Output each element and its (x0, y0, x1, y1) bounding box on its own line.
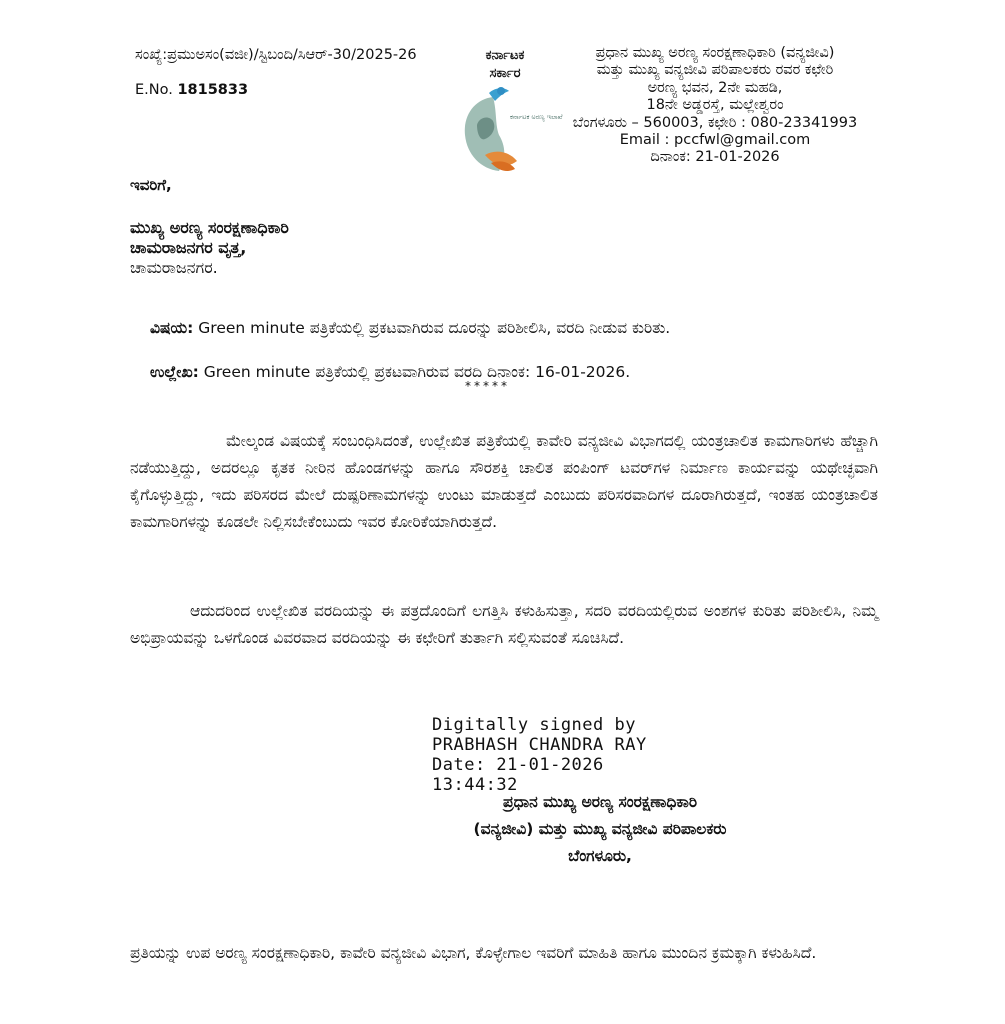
digital-signature (432, 715, 647, 795)
office-line: ಬೆಂಗಳೂರು – 560003, ಕಛೇರಿ : 080-23341993 (572, 114, 858, 131)
digsig-date: Date: 21-01-2026 (432, 755, 604, 775)
govt-line-2: ಸರ್ಕಾರ (489, 66, 521, 81)
office-email: Email : pccfwl@gmail.com (619, 132, 811, 149)
separator-stars: ***** (465, 379, 510, 393)
body-paragraph-1: ಮೇಲ್ಕಂಡ ವಿಷಯಕ್ಕೆ ಸಂಬಂಧಿಸಿದಂತೆ, ಉಲ್ಲೇಖಿತ ಪತ್ರಿಕೆಯಲ್ಲಿ ಕಾವೇರಿ ವನ್ಯಜೀವಿ ವಿಭಾಗದಲ್ಲಿ ಯಂತ್ರಚಾಲಿತ ಕಾಮಗಾರಿಗಳು ಹೆಚ್ಚಾಗಿ ನಡೆಯುತ್ತಿದ್ದು, ಅದರಲ್ಲೂ ಕೃತಕ ನೀರಿನ ಹೊಂಡಗಳನ್ನು ಹಾಗೂ ಸೌರಶಕ್ತಿ ಚಾಲಿತ ಪಂಪಿಂಗ್ ಟವರ್‌ಗಳ ನಿರ್ಮಾಣ ಕಾರ್ಯವನ್ನು ಯಥೇಚ್ಛವಾಗಿ ಕೈಗೊಳ್ಳುತ್ತಿದ್ದು, ಇದು ಪರಿಸರದ ಮೇಲೆ ದುಷ್ಪರಿಣಾಮಗಳನ್ನು ಉಂಟು ಮಾಡುತ್ತದೆ ಎಂಬುದು ಪರಿಸರವಾದಿಗಳ ದೂರಾಗಿರುತ್ತದೆ, ಇಂತಹ ಯಂತ್ರಚಾಲಿತ ಕಾಮಗಾರಿಗಳನ್ನು ಕೂಡಲೇ ನಿಲ್ಲಿಸಬೇಕೆಂಬುದು ಇವರ ಕೋರಿಕೆಯಾಗಿರುತ್ತದೆ. (130, 432, 878, 531)
signatory-line-1: ಪ್ರಧಾನ ಮುಖ್ಯ ಅರಣ್ಯ ಸಂರಕ್ಷಣಾಧಿಕಾರಿ (502, 793, 698, 811)
office-line: ಪ್ರಧಾನ ಮುಖ್ಯ ಅರಣ್ಯ ಸಂರಕ್ಷಣಾಧಿಕಾರಿ (ವನ್ಯಜೀವಿ) (595, 45, 835, 61)
signatory-line-2: (ವನ್ಯಜೀವಿ) ಮತ್ತು ಮುಖ್ಯ ವನ್ಯಜೀವಿ ಪರಿಪಾಲಕರು (473, 820, 727, 838)
subject-line (150, 319, 670, 338)
digsig-time: 13:44:32 (432, 775, 518, 795)
body-paragraph-2: ಆದುದರಿಂದ ಉಲ್ಲೇಖಿತ ವರದಿಯನ್ನು ಈ ಪತ್ರದೊಂದಿಗೆ ಲಗತ್ತಿಸಿ ಕಳುಹಿಸುತ್ತಾ, ಸದರಿ ವರದಿಯಲ್ಲಿರುವ ಅಂಶಗಳ ಕುರಿತು ಪರಿಶೀಲಿಸಿ, ನಿಮ್ಮ ಅಭಿಪ್ರಾಯವನ್ನು ಒಳಗೊಂಡ ವಿವರವಾದ ವರದಿಯನ್ನು ಈ ಕಛೇರಿಗೆ ತುರ್ತಾಗಿ ಸಲ್ಲಿಸುವಂತೆ ಸೂಚಿಸಿದೆ. (130, 602, 878, 647)
signatory-line-3: ಬೆಂಗಳೂರು, (568, 847, 632, 865)
to-label: ಇವರಿಗೆ, (130, 176, 172, 194)
copy-to-paragraph: ಪ್ರತಿಯನ್ನು ಉಪ ಅರಣ್ಯ ಸಂರಕ್ಷಣಾಧಿಕಾರಿ, ಕಾವೇರಿ ವನ್ಯಜೀವಿ ವಿಭಾಗ, ಕೊಳ್ಳೇಗಾಲ ಇವರಿಗೆ ಮಾಹಿತಿ ಹಾಗೂ ಮುಂದಿನ ಕ್ರಮಕ್ಕಾಗಿ ಕಳುಹಿಸಿದೆ. (130, 944, 817, 962)
reference-line (150, 363, 630, 382)
recipient-line-2: ಚಾಮರಾಜನಗರ ವೃತ್ತ, (130, 238, 247, 257)
subject-label: ವಿಷಯ: (150, 319, 194, 337)
office-address (545, 45, 885, 167)
recipient-address (130, 218, 289, 278)
subject-text: Green minute ಪತ್ರಿಕೆಯಲ್ಲಿ ಪ್ರಕಟವಾಗಿರುವ ದೂರನ್ನು ಪರಿಶೀಲಿಸಿ, ವರದಿ ನೀಡುವ ಕುರಿತು. (193, 319, 671, 337)
government-label (465, 47, 545, 83)
reference-text: Green minute ಪತ್ರಿಕೆಯಲ್ಲಿ ಪ್ರಕಟವಾಗಿರುವ ವರದಿ ದಿನಾಂಕ: 16-01-2026. (198, 363, 631, 381)
recipient-line-3: ಚಾಮರಾಜನಗರ. (130, 258, 218, 277)
reference-number: ಸಂಖ್ಯೆ:ಪ್ರಮುಅಸಂ(ವಜೀ)/ಸ್ಟಿಬಂದಿ/ಸಿಆರ್-30/2025-26 (135, 47, 417, 63)
office-line: ಅರಣ್ಯ ಭವನ, 2ನೇ ಮಹಡಿ, (647, 79, 783, 96)
eno-line (135, 82, 248, 98)
eno-label: E.No. (135, 82, 173, 98)
digsig-signer: PRABHASH CHANDRA RAY (432, 735, 647, 755)
forest-department-logo (455, 85, 563, 175)
recipient-line-1: ಮುಖ್ಯ ಅರಣ್ಯ ಸಂರಕ್ಷಣಾಧಿಕಾರಿ (130, 218, 289, 237)
logo-blue-accent (497, 87, 505, 95)
reference-label: ಉಲ್ಲೇಖ: (150, 363, 199, 381)
office-line: ಮತ್ತು ಮುಖ್ಯ ವನ್ಯಜೀವಿ ಪರಿಪಾಲಕರು ರವರ ಕಛೇರಿ (596, 62, 834, 79)
signatory-block (400, 789, 800, 870)
digsig-line-1: Digitally signed by (432, 715, 636, 735)
letter-date: ದಿನಾಂಕ: 21-01-2026 (650, 149, 780, 166)
logo-text: ಕರ್ನಾಟಕ ಅರಣ್ಯ ಇಲಾಖೆ (510, 113, 563, 121)
govt-line-1: ಕರ್ನಾಟಕ (485, 48, 525, 63)
office-line: 18ನೇ ಅಡ್ಡರಸ್ತೆ, ಮಲ್ಲೇಶ್ವರಂ (646, 97, 784, 114)
eno-value: 1815833 (177, 82, 249, 98)
